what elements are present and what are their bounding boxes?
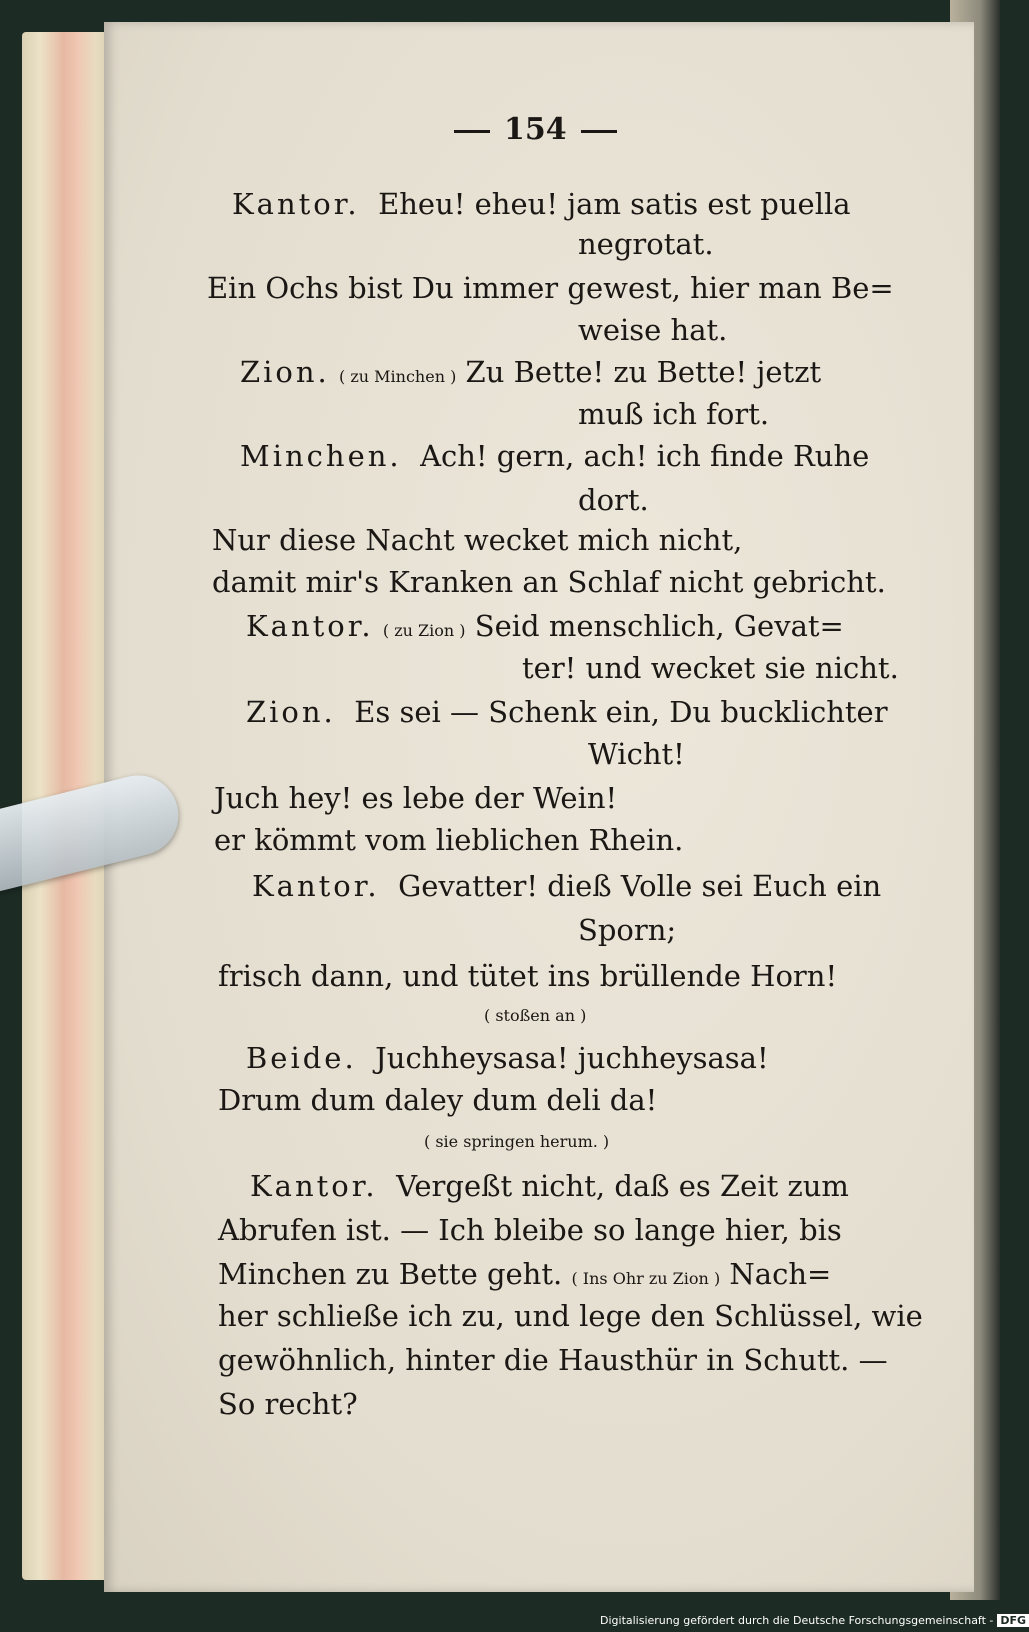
text-line — [218, 1256, 831, 1297]
line-text: Seid menschlich, Gevat= — [474, 609, 844, 643]
text-line: er kömmt vom lieblichen Rhein. — [214, 823, 684, 857]
text-line: dort. — [578, 483, 649, 517]
page-number-text: 154 — [504, 112, 567, 147]
line-text: Gevatter! dieß Volle sei Euch ein — [398, 869, 882, 903]
dash-left — [454, 130, 490, 133]
text-line: Abrufen ist. — Ich bleibe so lange hier, bis — [218, 1213, 842, 1247]
text-line: Nur diese Nacht wecket mich nicht, — [212, 523, 743, 557]
text-line — [246, 694, 888, 730]
digitization-credit — [600, 1614, 1029, 1627]
line-text: Nach= — [729, 1257, 832, 1291]
text-line: Drum dum daley dum deli da! — [218, 1083, 658, 1117]
text-line: frisch dann, und tütet ins brüllende Horn! — [218, 959, 838, 993]
line-text: Minchen zu Bette geht. — [218, 1257, 563, 1291]
page-number — [440, 112, 631, 147]
text-line: Ein Ochs bist Du immer gewest, hier man Be= — [207, 271, 894, 305]
speaker: Minchen. — [240, 439, 402, 473]
text-line: So recht? — [218, 1387, 358, 1421]
line-text: Es sei — Schenk ein, Du bucklichter — [354, 695, 888, 729]
text-line: Wicht! — [588, 737, 685, 771]
speaker: Kantor. — [250, 1169, 378, 1203]
text-line: negrotat. — [578, 227, 714, 261]
text-line: weise hat. — [578, 313, 728, 347]
text-line — [246, 608, 844, 649]
credit-text: Digitalisierung gefördert durch die Deutsche Forschungsgemeinschaft - — [600, 1614, 994, 1627]
text-line: her schließe ich zu, und lege den Schlüssel, wie — [218, 1299, 923, 1333]
speaker: Beide. — [246, 1041, 357, 1075]
stage-direction: ( Ins Ohr zu Zion ) — [571, 1269, 721, 1288]
stage-direction: ( stoßen an ) — [484, 1006, 587, 1025]
speaker: Kantor. — [252, 869, 380, 903]
line-text: Juchheysasa! juchheysasa! — [375, 1041, 769, 1075]
text-line — [252, 868, 881, 904]
text-line: Juch hey! es lebe der Wein! — [214, 781, 618, 815]
stage-direction: ( zu Zion ) — [382, 621, 466, 640]
text-line: gewöhnlich, hinter die Hausthür in Schutt. — — [218, 1343, 888, 1377]
speaker: Zion. — [246, 695, 336, 729]
speaker: Zion. — [240, 355, 330, 389]
text-line: damit mir's Kranken an Schlaf nicht gebricht. — [212, 565, 886, 599]
speaker: Kantor. — [246, 609, 374, 643]
dash-right — [581, 130, 617, 133]
text-line — [240, 438, 869, 474]
text-line — [250, 1168, 849, 1204]
line-text: Ach! gern, ach! ich finde Ruhe — [420, 439, 870, 473]
stage-direction: ( sie springen herum. ) — [424, 1132, 610, 1151]
text-line: Sporn; — [578, 913, 677, 947]
text-line — [240, 354, 821, 395]
text-line: ter! und wecket sie nicht. — [522, 651, 899, 685]
text-line — [246, 1040, 769, 1076]
text-line — [232, 186, 851, 222]
text-line: muß ich fort. — [578, 397, 770, 431]
line-text: Zu Bette! zu Bette! jetzt — [465, 355, 822, 389]
line-text: Vergeßt nicht, daß es Zeit zum — [396, 1169, 849, 1203]
stage-direction: ( zu Minchen ) — [339, 367, 457, 386]
line-text: Eheu! eheu! jam satis est puella — [378, 187, 851, 221]
dfg-logo: DFG — [997, 1614, 1029, 1627]
speaker: Kantor. — [232, 187, 360, 221]
